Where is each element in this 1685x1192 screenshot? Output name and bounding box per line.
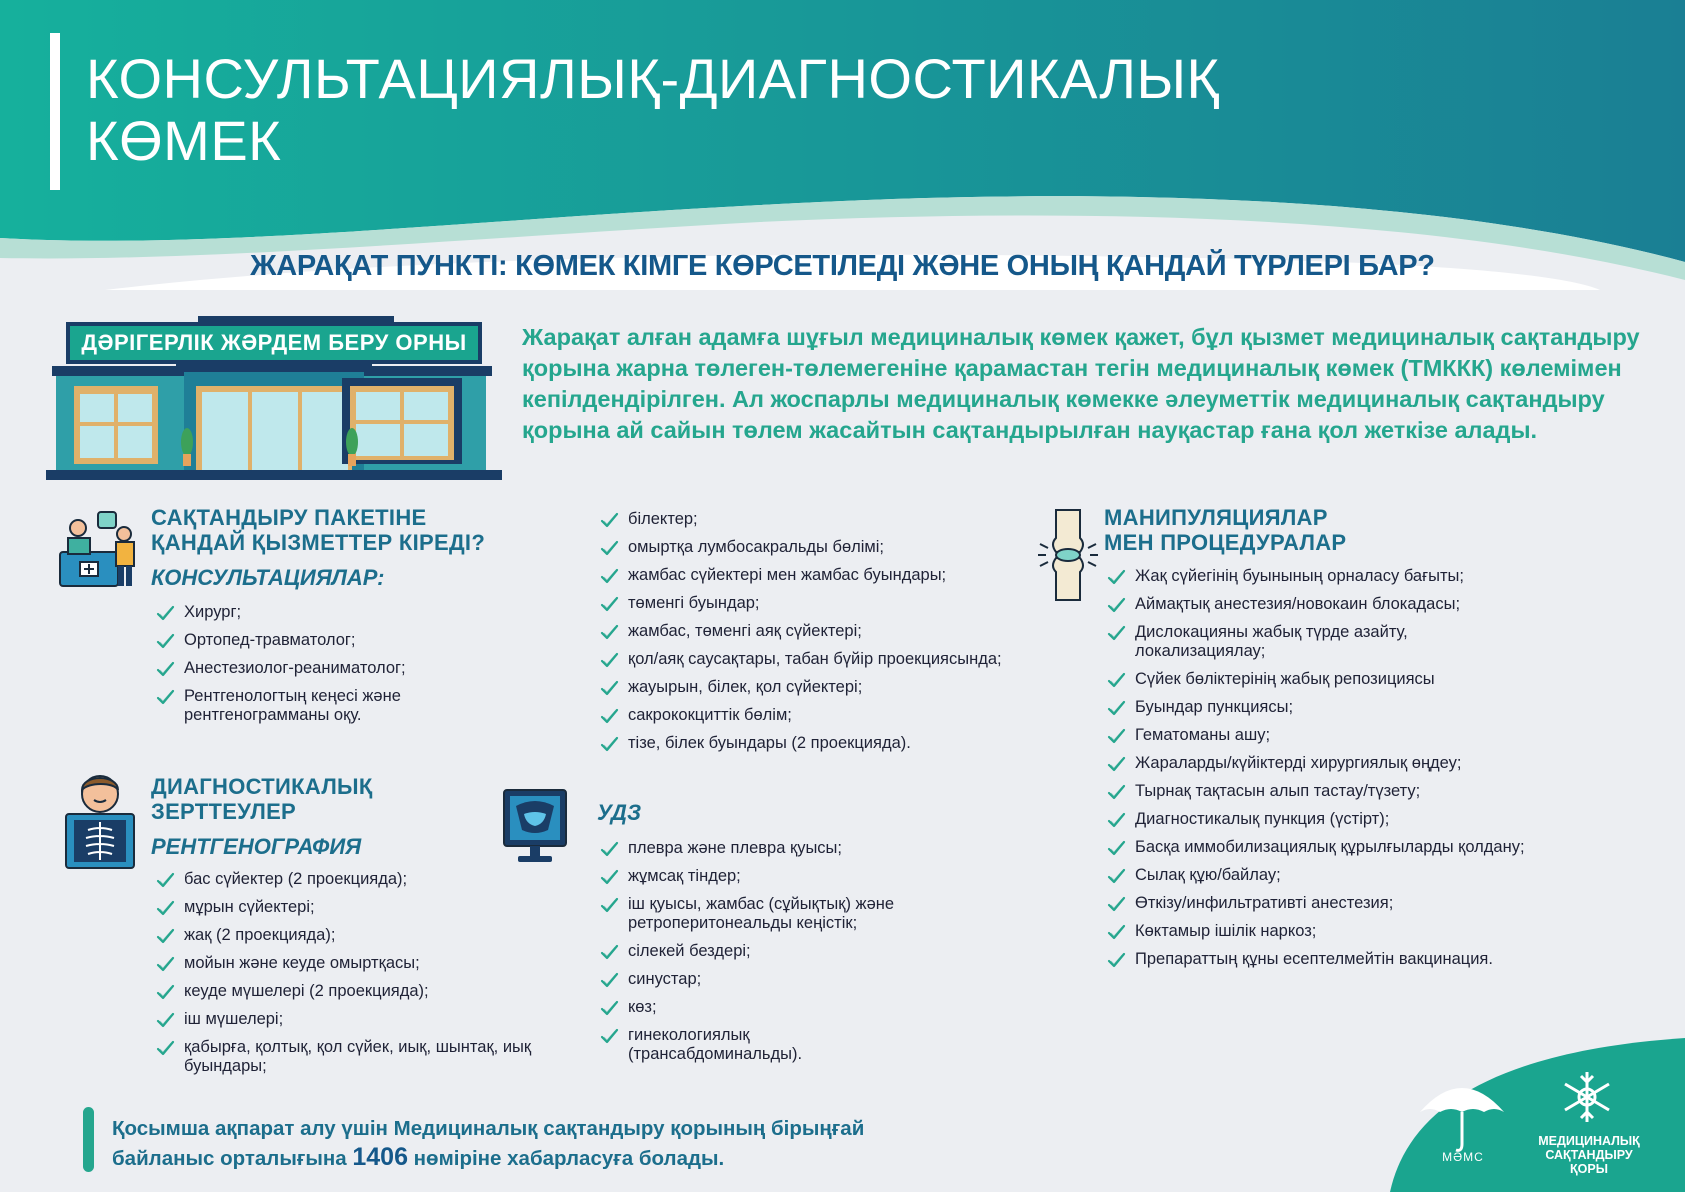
- checkmark-icon: [600, 539, 620, 557]
- list-item: [600, 594, 1070, 613]
- checkmark-icon: [1107, 596, 1127, 614]
- diagnostics-title: [151, 774, 373, 824]
- list-item: [600, 998, 900, 1017]
- snowflake-logo: [1560, 1070, 1614, 1124]
- list-item-text: жауырын, білек, қол сүйектері;: [628, 678, 863, 696]
- consultation-icon: [58, 510, 144, 590]
- checkmark-icon: [156, 927, 176, 945]
- package-title: [151, 505, 485, 555]
- list-item: [600, 650, 1070, 669]
- list-item: [1107, 782, 1527, 801]
- checkmark-icon: [600, 511, 620, 529]
- list-item: [156, 954, 586, 973]
- checkmark-icon: [156, 604, 176, 622]
- checkmark-icon: [156, 871, 176, 889]
- list-item: [156, 870, 586, 889]
- list-item: [1107, 623, 1527, 661]
- checkmark-icon: [156, 688, 176, 706]
- list-item: [156, 898, 586, 917]
- list-item-text: іш мүшелері;: [184, 1010, 284, 1028]
- list-item: [1107, 595, 1527, 614]
- list-item: [156, 982, 586, 1001]
- checkmark-icon: [156, 1011, 176, 1029]
- list-item: [1107, 922, 1527, 941]
- list-item-text: мойын және кеуде омыртқасы;: [184, 954, 420, 972]
- list-item-text: Рентгенологтың кеңесі және рентгенограмманы оқу.: [184, 687, 401, 724]
- checkmark-icon: [156, 1039, 176, 1057]
- list-item: [156, 631, 466, 650]
- mams-logo-text: МӘМС: [1442, 1150, 1484, 1164]
- package-title-line2: ҚАНДАЙ ҚЫЗМЕТТЕР КІРЕДІ?: [151, 530, 486, 555]
- fund-logo-line2: САҚТАНДЫРУ: [1545, 1148, 1633, 1162]
- list-item-text: Көктамыр ішілік наркоз;: [1135, 922, 1317, 940]
- checkmark-icon: [156, 955, 176, 973]
- checkmark-icon: [600, 567, 620, 585]
- list-item-text: сакрококциттік бөлім;: [628, 706, 792, 724]
- list-item: [600, 734, 1070, 753]
- list-item-text: Буындар пункциясы;: [1135, 698, 1294, 716]
- knee-joint-icon: [1036, 508, 1100, 602]
- list-item: [600, 678, 1070, 697]
- list-item-text: Аймақтық анестезия/новокаин блокадасы;: [1135, 595, 1461, 613]
- checkmark-icon: [600, 868, 620, 886]
- list-item: [1107, 894, 1527, 913]
- list-item-text: жұмсақ тіндер;: [628, 867, 741, 885]
- page-title-line1: КОНСУЛЬТАЦИЯЛЫҚ-ДИАГНОСТИКАЛЫҚ: [86, 47, 1220, 110]
- list-item: [600, 867, 900, 886]
- checkmark-icon: [1107, 699, 1127, 717]
- list-item: [1107, 810, 1527, 829]
- list-item-text: синустар;: [628, 970, 702, 988]
- list-item-text: қабырға, қолтық, қол сүйек, иық, шынтақ, иық буындары;: [184, 1038, 532, 1075]
- mams-umbrella-logo: [1412, 1066, 1512, 1186]
- checkmark-icon: [600, 595, 620, 613]
- list-item: [1107, 726, 1527, 745]
- package-title-line1: САҚТАНДЫРУ ПАКЕТІНЕ: [151, 505, 427, 530]
- ultrasound-label: УДЗ: [597, 800, 642, 825]
- checkmark-icon: [156, 899, 176, 917]
- list-item-text: Жақ сүйегінің буынының орналасу бағыты;: [1135, 567, 1464, 585]
- list-item-text: жамбас, төменгі аяқ сүйектері;: [628, 622, 862, 640]
- list-item: [1107, 950, 1527, 969]
- list-item: [600, 839, 900, 858]
- procedures-title: [1104, 505, 1346, 555]
- checkmark-icon: [600, 707, 620, 725]
- list-item-text: Сүйек бөліктерінің жабық репозициясы: [1135, 670, 1435, 688]
- checkmark-icon: [600, 840, 620, 858]
- list-item-text: іш қуысы, жамбас (сұйықтық) және ретроперитонеальды кеңістік;: [628, 895, 895, 932]
- list-item-text: Препараттың құны есептелмейтін вакцинация.: [1135, 950, 1493, 968]
- list-item: [1107, 567, 1527, 586]
- list-item: [1107, 838, 1527, 857]
- list-item-text: мұрын сүйектері;: [184, 898, 315, 916]
- intro-paragraph: Жарақат алған адамға шұғыл медициналық көмек қажет, бұл қызмет медициналық сақтандыру қорына жарна төлеген-төлемегеніне қарамастан тегін медициналық көмек (ТМККК) көлемімен кепілдендірілген. Ал жоспарлы медициналық көмекке әлеуметтік медициналық сақтандыру қорына ай сайын төлем жасайтын сақтандырылған науқастар ғана қол жеткізе алады.: [522, 324, 1640, 443]
- list-item: [1107, 866, 1527, 885]
- xray-list-continued: [600, 510, 1070, 762]
- checkmark-icon: [600, 999, 620, 1017]
- diagnostics-title-line1: ДИАГНОСТИКАЛЫҚ: [151, 774, 373, 799]
- list-item: [156, 926, 586, 945]
- list-item-text: Өткізу/инфильтративті анестезия;: [1135, 894, 1394, 912]
- hotline-number: 1406: [352, 1143, 408, 1171]
- list-item-text: көз;: [628, 998, 657, 1016]
- checkmark-icon: [1107, 811, 1127, 829]
- fund-logo-text: [1530, 1134, 1648, 1176]
- checkmark-icon: [1107, 867, 1127, 885]
- list-item-text: Басқа иммобилизациялық құрылғыларды қолдану;: [1135, 838, 1525, 856]
- list-item: [156, 603, 466, 622]
- list-item-text: төменгі буындар;: [628, 594, 760, 612]
- checkmark-icon: [1107, 727, 1127, 745]
- checkmark-icon: [600, 971, 620, 989]
- procedures-list: [1107, 567, 1527, 978]
- list-item-text: Ортопед-травматолог;: [184, 631, 356, 649]
- list-item-text: Дислокацияны жабық түрде азайту, локализациялау;: [1135, 623, 1408, 660]
- list-item: [600, 1026, 900, 1064]
- list-item-text: Диагностикалық пункция (үстірт);: [1135, 810, 1390, 828]
- list-item: [600, 566, 1070, 585]
- checkmark-icon: [1107, 624, 1127, 642]
- checkmark-icon: [600, 623, 620, 641]
- footer-accent-bar: [83, 1107, 94, 1172]
- checkmark-icon: [1107, 783, 1127, 801]
- building-sign: ДӘРІГЕРЛІК ЖӘРДЕМ БЕРУ ОРНЫ: [66, 322, 482, 364]
- procedures-title-line2: МЕН ПРОЦЕДУРАЛАР: [1104, 530, 1347, 555]
- xray-label: РЕНТГЕНОГРАФИЯ: [151, 834, 362, 859]
- list-item-text: плевра және плевра қуысы;: [628, 839, 842, 857]
- list-item-text: жамбас сүйектері мен жамбас буындары;: [628, 566, 947, 584]
- fund-logo-line3: ҚОРЫ: [1570, 1162, 1608, 1176]
- consultations-list: [156, 603, 466, 734]
- section-heading: ЖАРАҚАТ ПУНКТІ: КӨМЕК КІМГЕ КӨРСЕТІЛЕДІ ЖӘНЕ ОНЫҢ ҚАНДАЙ ТҮРЛЕРІ БАР?: [250, 250, 1435, 282]
- checkmark-icon: [600, 735, 620, 753]
- list-item: [1107, 698, 1527, 717]
- checkmark-icon: [1107, 839, 1127, 857]
- footer-text-before: Қосымша ақпарат алу үшін Медициналық сақтандыру қорының бірыңғай байланыс орталығына: [112, 1117, 865, 1170]
- list-item: [600, 706, 1070, 725]
- list-item-text: Гематоманы ашу;: [1135, 726, 1271, 744]
- checkmark-icon: [156, 660, 176, 678]
- list-item: [600, 895, 900, 933]
- list-item-text: жақ (2 проекцияда);: [184, 926, 336, 944]
- list-item: [600, 970, 900, 989]
- xray-icon: [64, 770, 136, 870]
- checkmark-icon: [600, 679, 620, 697]
- checkmark-icon: [600, 1027, 620, 1045]
- checkmark-icon: [156, 632, 176, 650]
- checkmark-icon: [1107, 951, 1127, 969]
- checkmark-icon: [600, 896, 620, 914]
- list-item: [156, 687, 466, 725]
- xray-list: [156, 870, 586, 1085]
- list-item-text: қол/аяқ саусақтары, табан бүйір проекциясында;: [628, 650, 1002, 668]
- checkmark-icon: [1107, 671, 1127, 689]
- list-item-text: омыртқа лумбосакральды бөлімі;: [628, 538, 885, 556]
- list-item-text: сілекей бездері;: [628, 942, 751, 960]
- checkmark-icon: [600, 651, 620, 669]
- checkmark-icon: [600, 943, 620, 961]
- list-item-text: Тырнақ тақтасын алып тастау/түзету;: [1135, 782, 1421, 800]
- list-item: [156, 1038, 586, 1076]
- diagnostics-title-line2: ЗЕРТТЕУЛЕР: [151, 799, 297, 824]
- list-item-text: Сылақ құю/байлау;: [1135, 866, 1281, 884]
- checkmark-icon: [156, 983, 176, 1001]
- title-accent-bar: [50, 33, 60, 190]
- page-title: [86, 48, 1220, 172]
- checkmark-icon: [1107, 755, 1127, 773]
- list-item: [156, 659, 466, 678]
- footer-contact-text: [112, 1115, 932, 1173]
- checkmark-icon: [1107, 895, 1127, 913]
- list-item-text: бас сүйектер (2 проекцияда);: [184, 870, 408, 888]
- list-item-text: Хирург;: [184, 603, 242, 621]
- list-item-text: кеуде мүшелері (2 проекцияда);: [184, 982, 429, 1000]
- checkmark-icon: [1107, 923, 1127, 941]
- list-item-text: Анестезиолог-реаниматолог;: [184, 659, 406, 677]
- list-item: [1107, 754, 1527, 773]
- ultrasound-list: [600, 839, 900, 1073]
- fund-logo-line1: МЕДИЦИНАЛЫҚ: [1538, 1134, 1640, 1148]
- list-item: [600, 622, 1070, 641]
- list-item: [1107, 670, 1527, 689]
- checkmark-icon: [1107, 568, 1127, 586]
- list-item-text: білектер;: [628, 510, 698, 528]
- list-item-text: гинекологиялық (трансабдоминальды).: [628, 1026, 803, 1063]
- list-item: [156, 1010, 586, 1029]
- page-title-line2: КӨМЕК: [86, 109, 282, 172]
- ultrasound-monitor-icon: [502, 788, 568, 864]
- list-item-text: тізе, білек буындары (2 проекцияда).: [628, 734, 911, 752]
- list-item: [600, 942, 900, 961]
- list-item-text: Жараларды/күйіктерді хирургиялық өңдеу;: [1135, 754, 1462, 772]
- list-item: [600, 538, 1070, 557]
- footer-text-after: нөміріне хабарласуға болады.: [407, 1147, 725, 1170]
- list-item: [600, 510, 1070, 529]
- procedures-title-line1: МАНИПУЛЯЦИЯЛАР: [1104, 505, 1328, 530]
- consultations-label: КОНСУЛЬТАЦИЯЛАР:: [151, 565, 385, 590]
